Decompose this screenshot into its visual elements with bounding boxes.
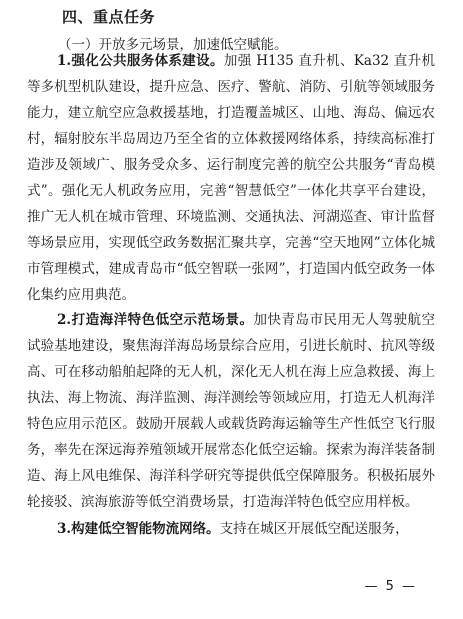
paragraph-body: 加快青岛市民用无人驾驶航空试验基地建设，聚焦海洋海岛场景综合应用，引进长航时、抗风等级高、可在移动船舶起降的无人机，深化无人机在海上应急救援、海上执法、海上物流、海洋监测、海洋测绘等领域应用，打造无人机海洋特色应用示范区。鼓励开展载人或载货跨海运输等生产性低空飞行服务，率先在深远海养殖领域开展常态化低空运输。探索为海洋装备制造、海上风电维保、海洋科学研究等提供低空保障服务。积极拓展外轮接驳、滨海旅游等低空消费场景，打造海洋特色低空应用样板。: [27, 312, 436, 510]
page-number: — 5 —: [364, 579, 417, 594]
paragraph-marine-scenarios: [27, 307, 435, 515]
paragraph-lead: 1.强化公共服务体系建设。: [57, 53, 224, 69]
paragraph-public-service: [27, 48, 435, 308]
paragraph-body: 加强 H135 直升机、Ka32 直升机等多机型机队建设，提升应急、医疗、警航、消防、引航等领域服务能力，建立航空应急救援基地，打造覆盖城区、山地、海岛、偏远农村，辐射胶东半岛周边乃至全省的立体救援网络体系，持续高标准打造涉及领域广、服务受众多、运行制度完善的航空公共服务“青岛模式”。强化无人机政务应用，完善“智慧低空”一体化共享平台建设，推广无人机在城市管理、环境监测、交通执法、河湖巡查、审计监督等场景应用，实现低空政务数据汇聚共享，完善“空天地网”立体化城市管理模式，建成青岛市“低空智联一张网”，打造国内低空政务一体化集约应用典范。: [27, 53, 435, 303]
paragraph-body: 支持在城区开展低空配送服务，: [219, 521, 409, 537]
paragraph-logistics-network: [27, 516, 435, 542]
section-heading: 四、重点任务: [62, 8, 156, 26]
subsection-heading: （一）开放多元场景，加速低空赋能。: [58, 37, 288, 53]
paragraph-lead: 2.打造海洋特色低空示范场景。: [57, 312, 254, 328]
paragraph-lead: 3.构建低空智能物流网络。: [57, 521, 220, 537]
